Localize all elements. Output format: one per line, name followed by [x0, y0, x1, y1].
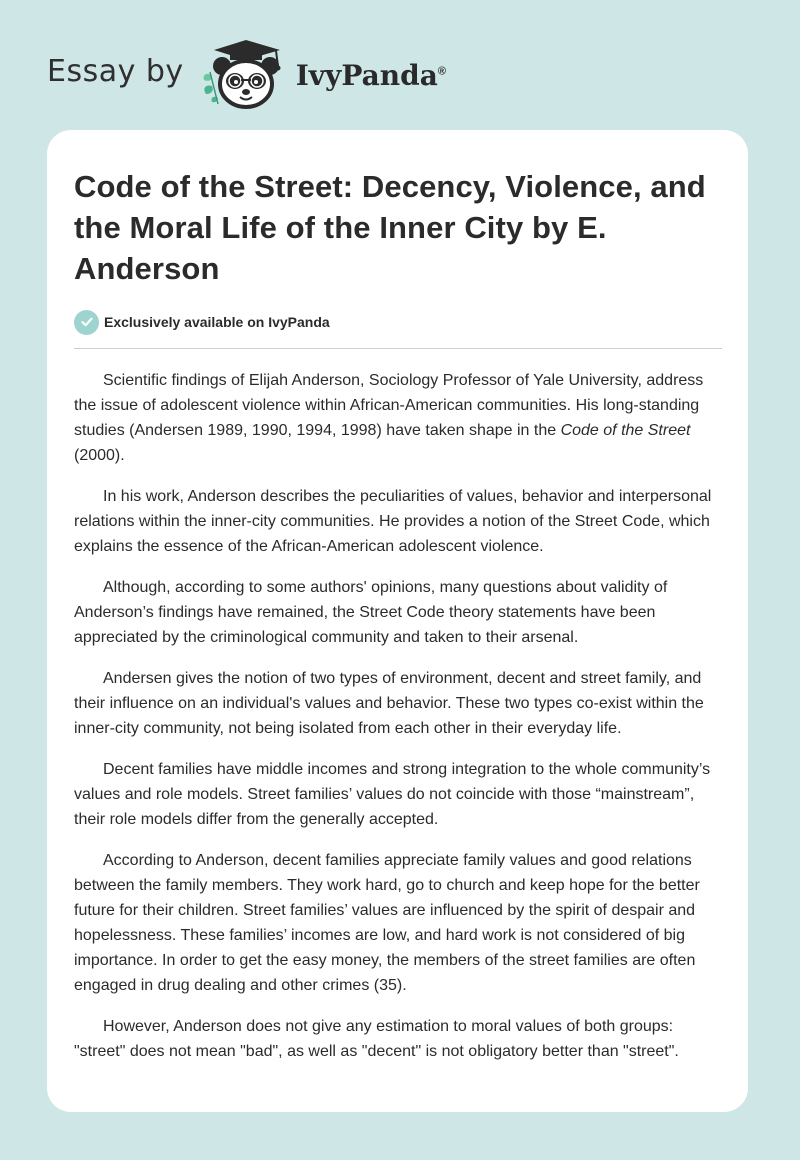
book-title: Code of the Street [560, 422, 691, 439]
check-circle-icon [74, 310, 99, 335]
paragraph-5: Decent families have middle incomes and strong integration to the whole community’s values and role models. Street families’ values do not coincide with those “mainstream”, their role models differ from the generally accepted. [74, 761, 711, 828]
exclusive-badge [74, 309, 722, 335]
divider [74, 348, 722, 349]
exclusive-badge-label: Exclusively available on IvyPanda [104, 314, 330, 330]
brand-name: IvyPanda® [295, 58, 446, 92]
brand-prefix: Essay by [47, 53, 184, 89]
paragraph-3: Although, according to some authors' opinions, many questions about validity of Anderson’s findings have remained, the Street Code theory statements have been appreciated by the criminological community and taken to their arsenal. [74, 579, 668, 646]
essay-title: Code of the Street: Decency, Violence, and the Moral Life of the Inner City by E. Anderson [74, 169, 706, 286]
paragraph-6: According to Anderson, decent families appreciate family values and good relations between the family members. They work hard, go to church and keep hope for the better future for their children. Street families’ values are influenced by the spirit of despair and hopelessness. These families’ incomes are low, and hard work is not considered of big importance. In order to get the easy money, the members of the street families are often engaged in drug dealing and other crimes (35). [74, 852, 700, 994]
ivy-leaves-icon [203, 72, 217, 104]
panda-graduate-icon [200, 38, 292, 110]
paragraph-2: In his work, Anderson describes the peculiarities of values, behavior and interpersonal relations within the inner-city communities. He provides a notion of the Street Code, which explains the essence of the African-American adolescent violence. [74, 488, 712, 555]
registered-mark: ® [437, 65, 446, 78]
brand-header[interactable] [47, 38, 446, 110]
paragraph-1: Scientific findings of Elijah Anderson, Sociology Professor of Yale University, address the issue of adolescent violence within African-American communities. His long-standing studies (Andersen 1989, 1990, 1994, 1998) have taken shape in the Code of the Street (2000). [74, 372, 704, 464]
essay-card [47, 130, 748, 1112]
paragraph-7: However, Anderson does not give any estimation to moral values of both groups: "street" does not mean "bad", as well as "decent" is not obligatory better than "street". [74, 1018, 679, 1060]
paragraph-4: Andersen gives the notion of two types of environment, decent and street family, and their influence on an individual's values and behavior. These two types co-exist within the inner-city community, not being isolated from each other in their everyday life. [74, 670, 704, 737]
